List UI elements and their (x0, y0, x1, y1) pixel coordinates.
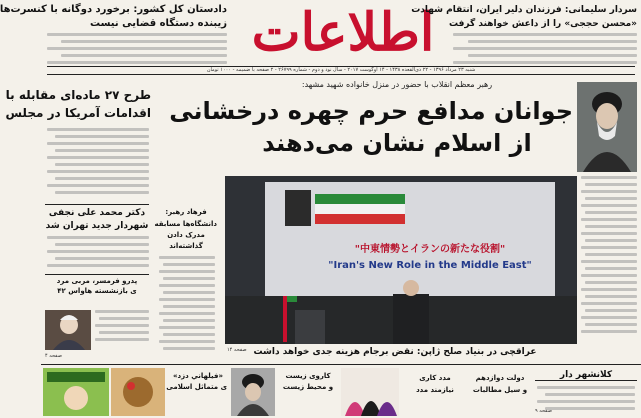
masthead-logo: اطلاعات (251, 2, 435, 63)
left-column (5, 78, 153, 360)
bottom-item2-subtitle: و محیط زیست (282, 383, 334, 391)
masthead-right-headline-2: «محسن حججی» را از داعش خواهند گرفت (449, 19, 637, 29)
left-story2-title-1: دکتر محمد علی نجفی (48, 208, 146, 218)
left-story3-title-1: پدرو فرمسر، مربی مرد (56, 277, 138, 285)
bottom-divider (41, 364, 641, 365)
right-page-ref: صفحه ۹ (535, 408, 552, 414)
left-page-ref: صفحه ۴ (45, 353, 62, 359)
left-story3-title-2: ی بازنشسته هاواس ۴۲ (57, 287, 137, 295)
left-story3-photo (45, 310, 91, 350)
mid-left-column (155, 196, 219, 364)
masthead-left-headline-2: زیبنده دستگاه قضایی نیست (90, 18, 227, 29)
right-column-title: کلانشهر دار (535, 370, 637, 381)
masthead (0, 0, 641, 74)
masthead-left-headline-1: دادستان کل کشور: برخورد دوگانه با کنسرت‌ها (0, 4, 227, 15)
bottom-item2-title: کاروی زیست (285, 372, 331, 380)
bottom-item3-subtitle: نیازمند مدد (416, 386, 454, 394)
leader-portrait (577, 82, 637, 172)
mid-left-title-1: دانشگاه‌ها مسابقه (154, 220, 217, 228)
masthead-left-text (47, 33, 227, 61)
bottom-item1-title-2: ی متماثل اسلامی (166, 383, 227, 391)
left-divider-1 (45, 204, 149, 205)
mid-left-title-2: مدرک دادن (167, 231, 205, 239)
mid-left-text (159, 256, 215, 356)
bottom-women-photo (341, 368, 399, 416)
right-column-text (581, 176, 637, 346)
bottom-item1-title-1: «فيلهاني دزد» (173, 372, 223, 380)
masthead-right-headline-1: سردار سلیمانی: فرزندان دلیر ایران، انتقام شهادت (411, 5, 637, 15)
screen-line-japanese: "中東情勢とイランの新たな役割" (354, 244, 506, 255)
bottom-food-photo (111, 368, 165, 416)
screen-line-english: "Iran's New Role in the Middle East" (328, 260, 532, 271)
left-story2-title-2: شهردار جدید تهران شد (45, 221, 149, 231)
lead-story (169, 76, 573, 174)
left-story3-text (95, 310, 149, 350)
mid-left-kicker: فرهاد رهبر: (165, 208, 207, 216)
masthead-date-line: شنبه ۲۳ مرداد ۱۳۹۶ - ۲۲ ذی‌القعده ۱۴۳۸ - ۱۴ اوگوست ۲۰۱۷ - سال نود و دوم - شماره ۲۶۷۹۹ - ۲ صفحه با ضمیمه - ۱۰۰۰ تومان (47, 66, 635, 75)
lead-kicker: رهبر معظم انقلاب با حضور در منزل خانواده شهید مشهد: (301, 80, 493, 89)
bottom-item4-title: دولت دوازدهم (475, 374, 525, 382)
left-story1-title-1: طرح ۲۷ ماده‌ای مقابله با (5, 88, 151, 102)
bottom-magazine-cover (43, 368, 109, 416)
center-photo (225, 176, 577, 344)
center-page-ref: صفحه ۱۴ (227, 347, 247, 353)
left-story1-text (47, 128, 149, 202)
center-photo-caption: عراقچی در بنیاد صلح ژاپن: نقض برجام هزینه جدی خواهد داشت (253, 347, 537, 357)
mid-left-title-3: گذاشته‌اند (169, 242, 203, 250)
bottom-cleric-photo (231, 368, 275, 416)
bottom-item4-subtitle: و سیل مطالبات (472, 386, 528, 394)
left-story2-text (47, 236, 149, 272)
lead-headline-2: از اسلام نشان می‌دهند (262, 129, 532, 157)
bottom-item3-title: مدد کاری (419, 374, 451, 382)
left-divider-2 (45, 274, 149, 275)
masthead-right-text (453, 33, 637, 61)
left-story1-title-2: اقدامات آمریکا در مجلس (5, 106, 151, 120)
lead-headline-1: جوانان مدافع حرم چهره درخشانی (169, 97, 573, 125)
